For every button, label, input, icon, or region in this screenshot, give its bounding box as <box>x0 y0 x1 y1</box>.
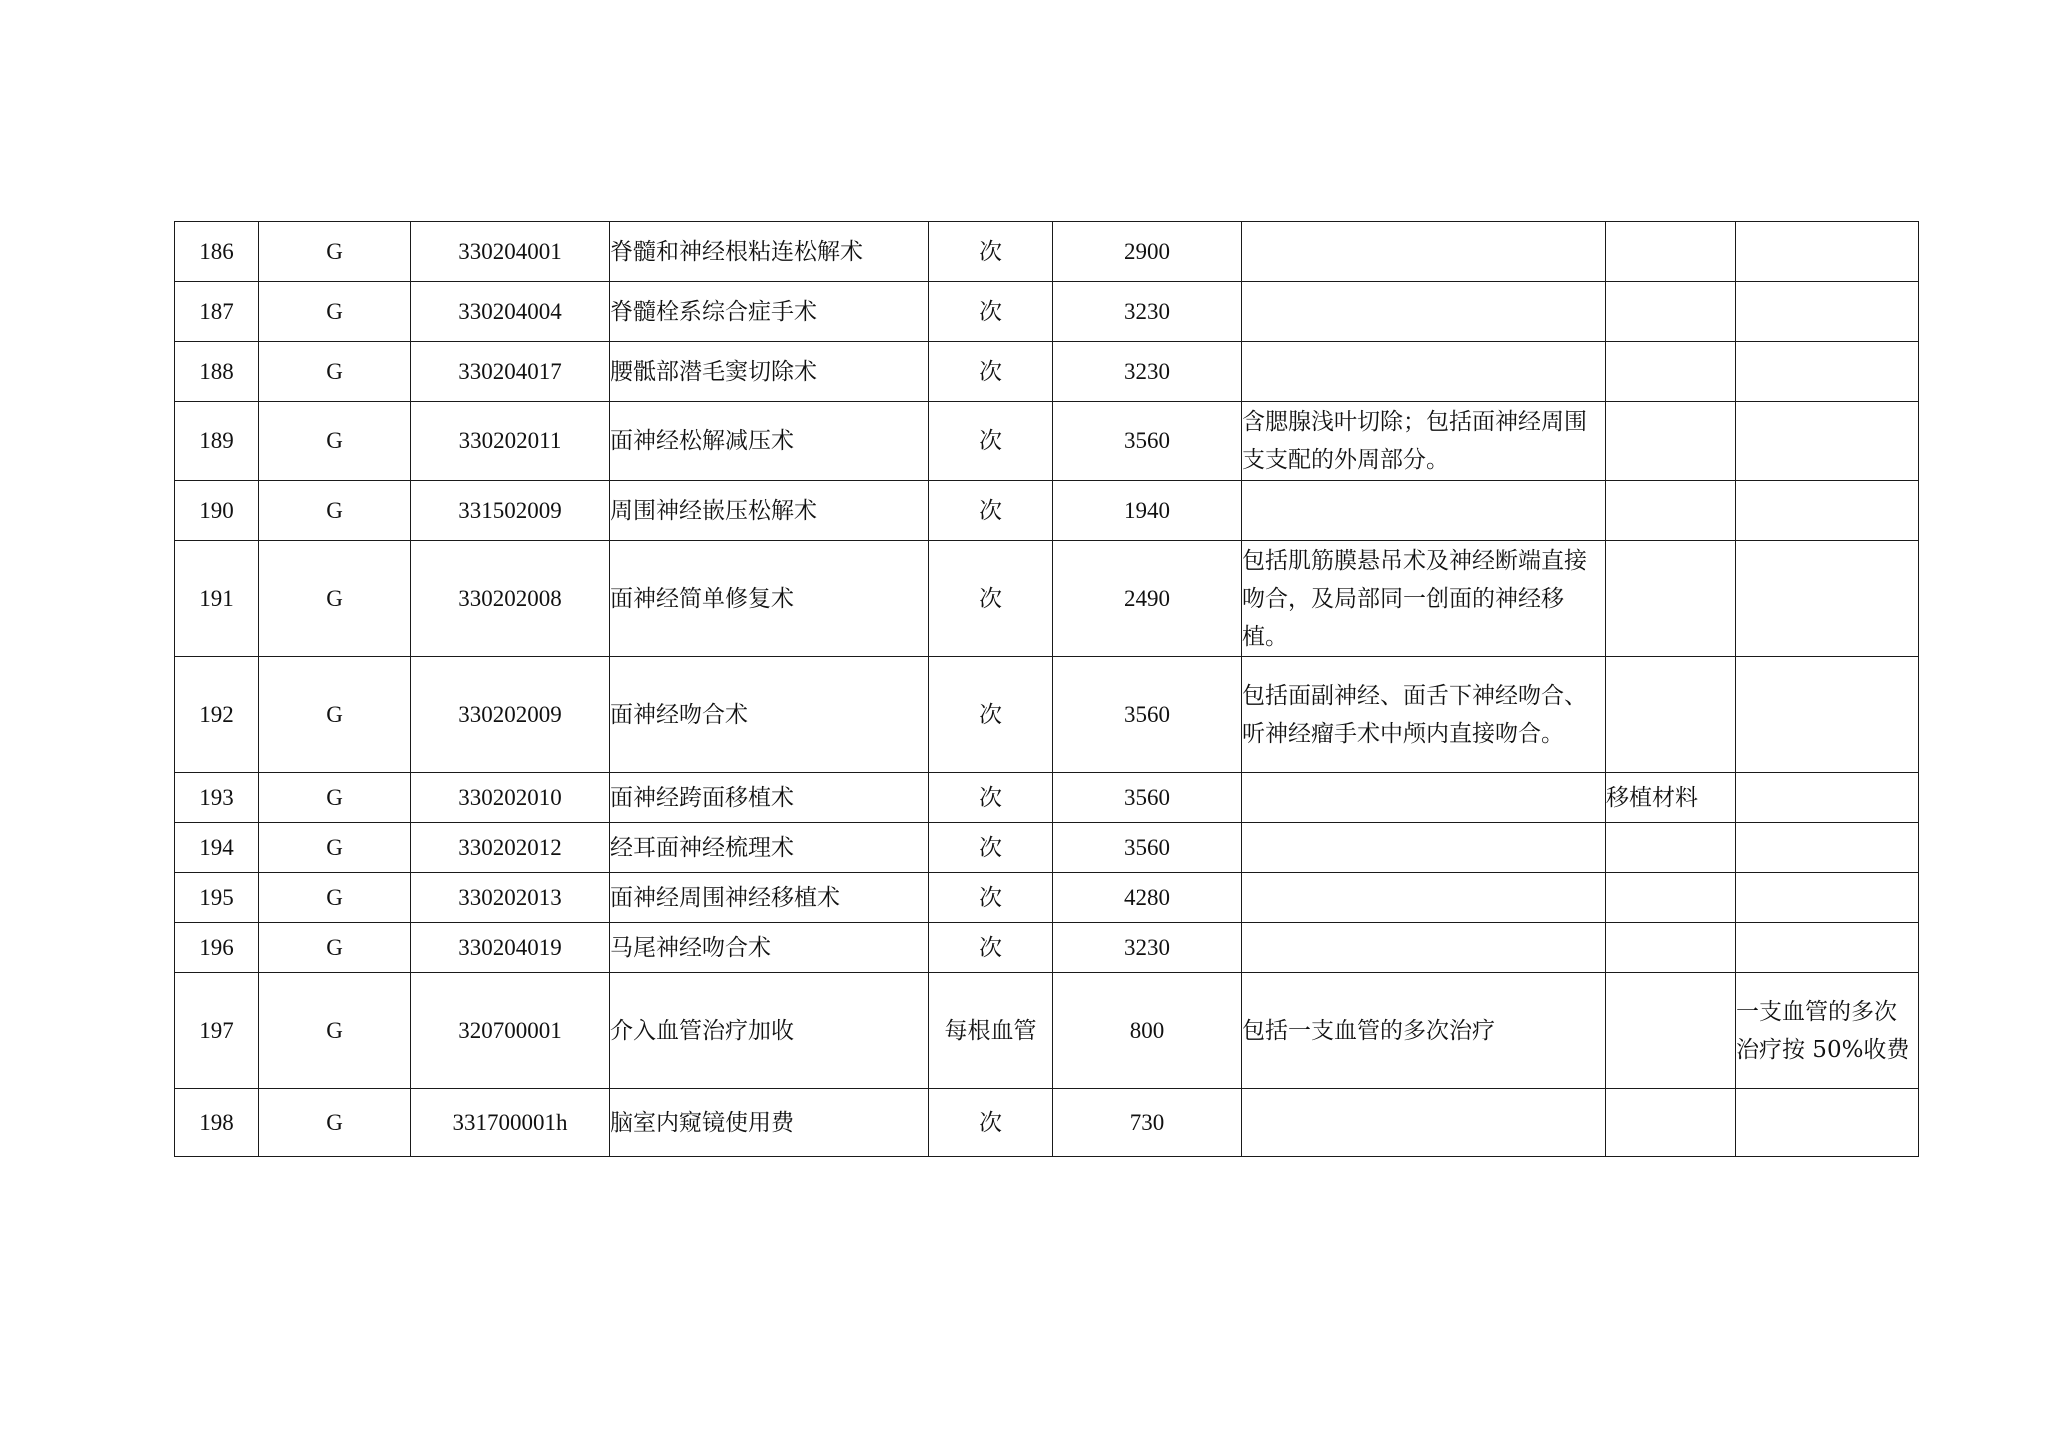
row-number-cell: 188 <box>175 342 259 402</box>
item-code-cell: 330202008 <box>411 541 610 657</box>
note-cell <box>1736 222 1919 282</box>
item-name-cell: 面神经吻合术 <box>610 657 929 773</box>
price-cell: 3560 <box>1053 823 1242 873</box>
note-cell <box>1736 873 1919 923</box>
category-cell: G <box>259 481 411 541</box>
description-cell <box>1242 481 1606 541</box>
exclusion-cell <box>1606 402 1736 481</box>
unit-cell: 次 <box>929 873 1053 923</box>
description-cell: 包括面副神经、面舌下神经吻合、听神经瘤手术中颅内直接吻合。 <box>1242 657 1606 773</box>
description-cell: 含腮腺浅叶切除；包括面神经周围支支配的外周部分。 <box>1242 402 1606 481</box>
item-code-cell: 330202009 <box>411 657 610 773</box>
unit-cell: 次 <box>929 823 1053 873</box>
note-cell <box>1736 823 1919 873</box>
description-cell <box>1242 923 1606 973</box>
row-number-cell: 190 <box>175 481 259 541</box>
category-cell: G <box>259 342 411 402</box>
exclusion-cell <box>1606 222 1736 282</box>
price-cell: 1940 <box>1053 481 1242 541</box>
item-code-cell: 331700001h <box>411 1089 610 1157</box>
table-row <box>175 342 1919 402</box>
table-row <box>175 1089 1919 1157</box>
exclusion-cell <box>1606 481 1736 541</box>
description-cell <box>1242 1089 1606 1157</box>
price-cell: 3230 <box>1053 342 1242 402</box>
row-number-cell: 198 <box>175 1089 259 1157</box>
unit-cell: 次 <box>929 657 1053 773</box>
price-cell: 3230 <box>1053 923 1242 973</box>
row-number-cell: 197 <box>175 973 259 1089</box>
price-cell: 4280 <box>1053 873 1242 923</box>
category-cell: G <box>259 402 411 481</box>
description-cell <box>1242 773 1606 823</box>
item-code-cell: 330202010 <box>411 773 610 823</box>
item-code-cell: 330202013 <box>411 873 610 923</box>
table-row <box>175 481 1919 541</box>
category-cell: G <box>259 973 411 1089</box>
row-number-cell: 187 <box>175 282 259 342</box>
unit-cell: 次 <box>929 481 1053 541</box>
description-cell <box>1242 823 1606 873</box>
note-cell <box>1736 1089 1919 1157</box>
item-code-cell: 330204017 <box>411 342 610 402</box>
unit-cell: 次 <box>929 282 1053 342</box>
unit-cell: 次 <box>929 773 1053 823</box>
price-cell: 3560 <box>1053 402 1242 481</box>
price-cell: 2900 <box>1053 222 1242 282</box>
category-cell: G <box>259 282 411 342</box>
table-row <box>175 923 1919 973</box>
row-number-cell: 196 <box>175 923 259 973</box>
fee-table <box>174 221 1919 1157</box>
category-cell: G <box>259 823 411 873</box>
item-name-cell: 面神经周围神经移植术 <box>610 873 929 923</box>
row-number-cell: 194 <box>175 823 259 873</box>
category-cell: G <box>259 222 411 282</box>
unit-cell: 次 <box>929 541 1053 657</box>
note-cell <box>1736 541 1919 657</box>
item-name-cell: 脑室内窥镜使用费 <box>610 1089 929 1157</box>
table-row <box>175 873 1919 923</box>
item-name-cell: 脊髓栓系综合症手术 <box>610 282 929 342</box>
note-cell <box>1736 402 1919 481</box>
row-number-cell: 186 <box>175 222 259 282</box>
row-number-cell: 192 <box>175 657 259 773</box>
description-cell <box>1242 873 1606 923</box>
price-cell: 800 <box>1053 973 1242 1089</box>
item-code-cell: 320700001 <box>411 973 610 1089</box>
item-name-cell: 脊髓和神经根粘连松解术 <box>610 222 929 282</box>
unit-cell: 次 <box>929 1089 1053 1157</box>
description-cell <box>1242 342 1606 402</box>
unit-cell: 次 <box>929 222 1053 282</box>
table-body <box>175 222 1919 1157</box>
note-cell <box>1736 923 1919 973</box>
table-row <box>175 773 1919 823</box>
table-row <box>175 282 1919 342</box>
row-number-cell: 189 <box>175 402 259 481</box>
item-code-cell: 331502009 <box>411 481 610 541</box>
item-name-cell: 腰骶部潜毛窦切除术 <box>610 342 929 402</box>
category-cell: G <box>259 1089 411 1157</box>
price-cell: 3230 <box>1053 282 1242 342</box>
table-row <box>175 402 1919 481</box>
unit-cell: 每根血管 <box>929 973 1053 1089</box>
item-code-cell: 330202011 <box>411 402 610 481</box>
note-cell <box>1736 282 1919 342</box>
exclusion-cell <box>1606 657 1736 773</box>
item-name-cell: 介入血管治疗加收 <box>610 973 929 1089</box>
item-name-cell: 面神经松解减压术 <box>610 402 929 481</box>
exclusion-cell <box>1606 1089 1736 1157</box>
note-cell <box>1736 657 1919 773</box>
item-name-cell: 面神经简单修复术 <box>610 541 929 657</box>
note-cell <box>1736 481 1919 541</box>
table-row <box>175 823 1919 873</box>
exclusion-cell <box>1606 342 1736 402</box>
item-name-cell: 面神经跨面移植术 <box>610 773 929 823</box>
description-cell <box>1242 282 1606 342</box>
item-name-cell: 经耳面神经梳理术 <box>610 823 929 873</box>
table-row <box>175 222 1919 282</box>
exclusion-cell <box>1606 873 1736 923</box>
item-name-cell: 周围神经嵌压松解术 <box>610 481 929 541</box>
table-row <box>175 541 1919 657</box>
item-code-cell: 330204004 <box>411 282 610 342</box>
table-row <box>175 973 1919 1089</box>
note-cell <box>1736 342 1919 402</box>
note-cell: 一支血管的多次治疗按 50%收费 <box>1736 973 1919 1089</box>
exclusion-cell: 移植材料 <box>1606 773 1736 823</box>
row-number-cell: 191 <box>175 541 259 657</box>
unit-cell: 次 <box>929 923 1053 973</box>
table-row <box>175 657 1919 773</box>
item-code-cell: 330204001 <box>411 222 610 282</box>
price-cell: 3560 <box>1053 657 1242 773</box>
row-number-cell: 193 <box>175 773 259 823</box>
category-cell: G <box>259 541 411 657</box>
category-cell: G <box>259 873 411 923</box>
unit-cell: 次 <box>929 402 1053 481</box>
item-name-cell: 马尾神经吻合术 <box>610 923 929 973</box>
row-number-cell: 195 <box>175 873 259 923</box>
exclusion-cell <box>1606 973 1736 1089</box>
description-cell: 包括肌筋膜悬吊术及神经断端直接吻合，及局部同一创面的神经移植。 <box>1242 541 1606 657</box>
category-cell: G <box>259 923 411 973</box>
category-cell: G <box>259 657 411 773</box>
description-cell: 包括一支血管的多次治疗 <box>1242 973 1606 1089</box>
exclusion-cell <box>1606 282 1736 342</box>
exclusion-cell <box>1606 823 1736 873</box>
description-cell <box>1242 222 1606 282</box>
unit-cell: 次 <box>929 342 1053 402</box>
price-cell: 2490 <box>1053 541 1242 657</box>
item-code-cell: 330204019 <box>411 923 610 973</box>
price-cell: 3560 <box>1053 773 1242 823</box>
item-code-cell: 330202012 <box>411 823 610 873</box>
category-cell: G <box>259 773 411 823</box>
price-cell: 730 <box>1053 1089 1242 1157</box>
note-cell <box>1736 773 1919 823</box>
exclusion-cell <box>1606 541 1736 657</box>
exclusion-cell <box>1606 923 1736 973</box>
